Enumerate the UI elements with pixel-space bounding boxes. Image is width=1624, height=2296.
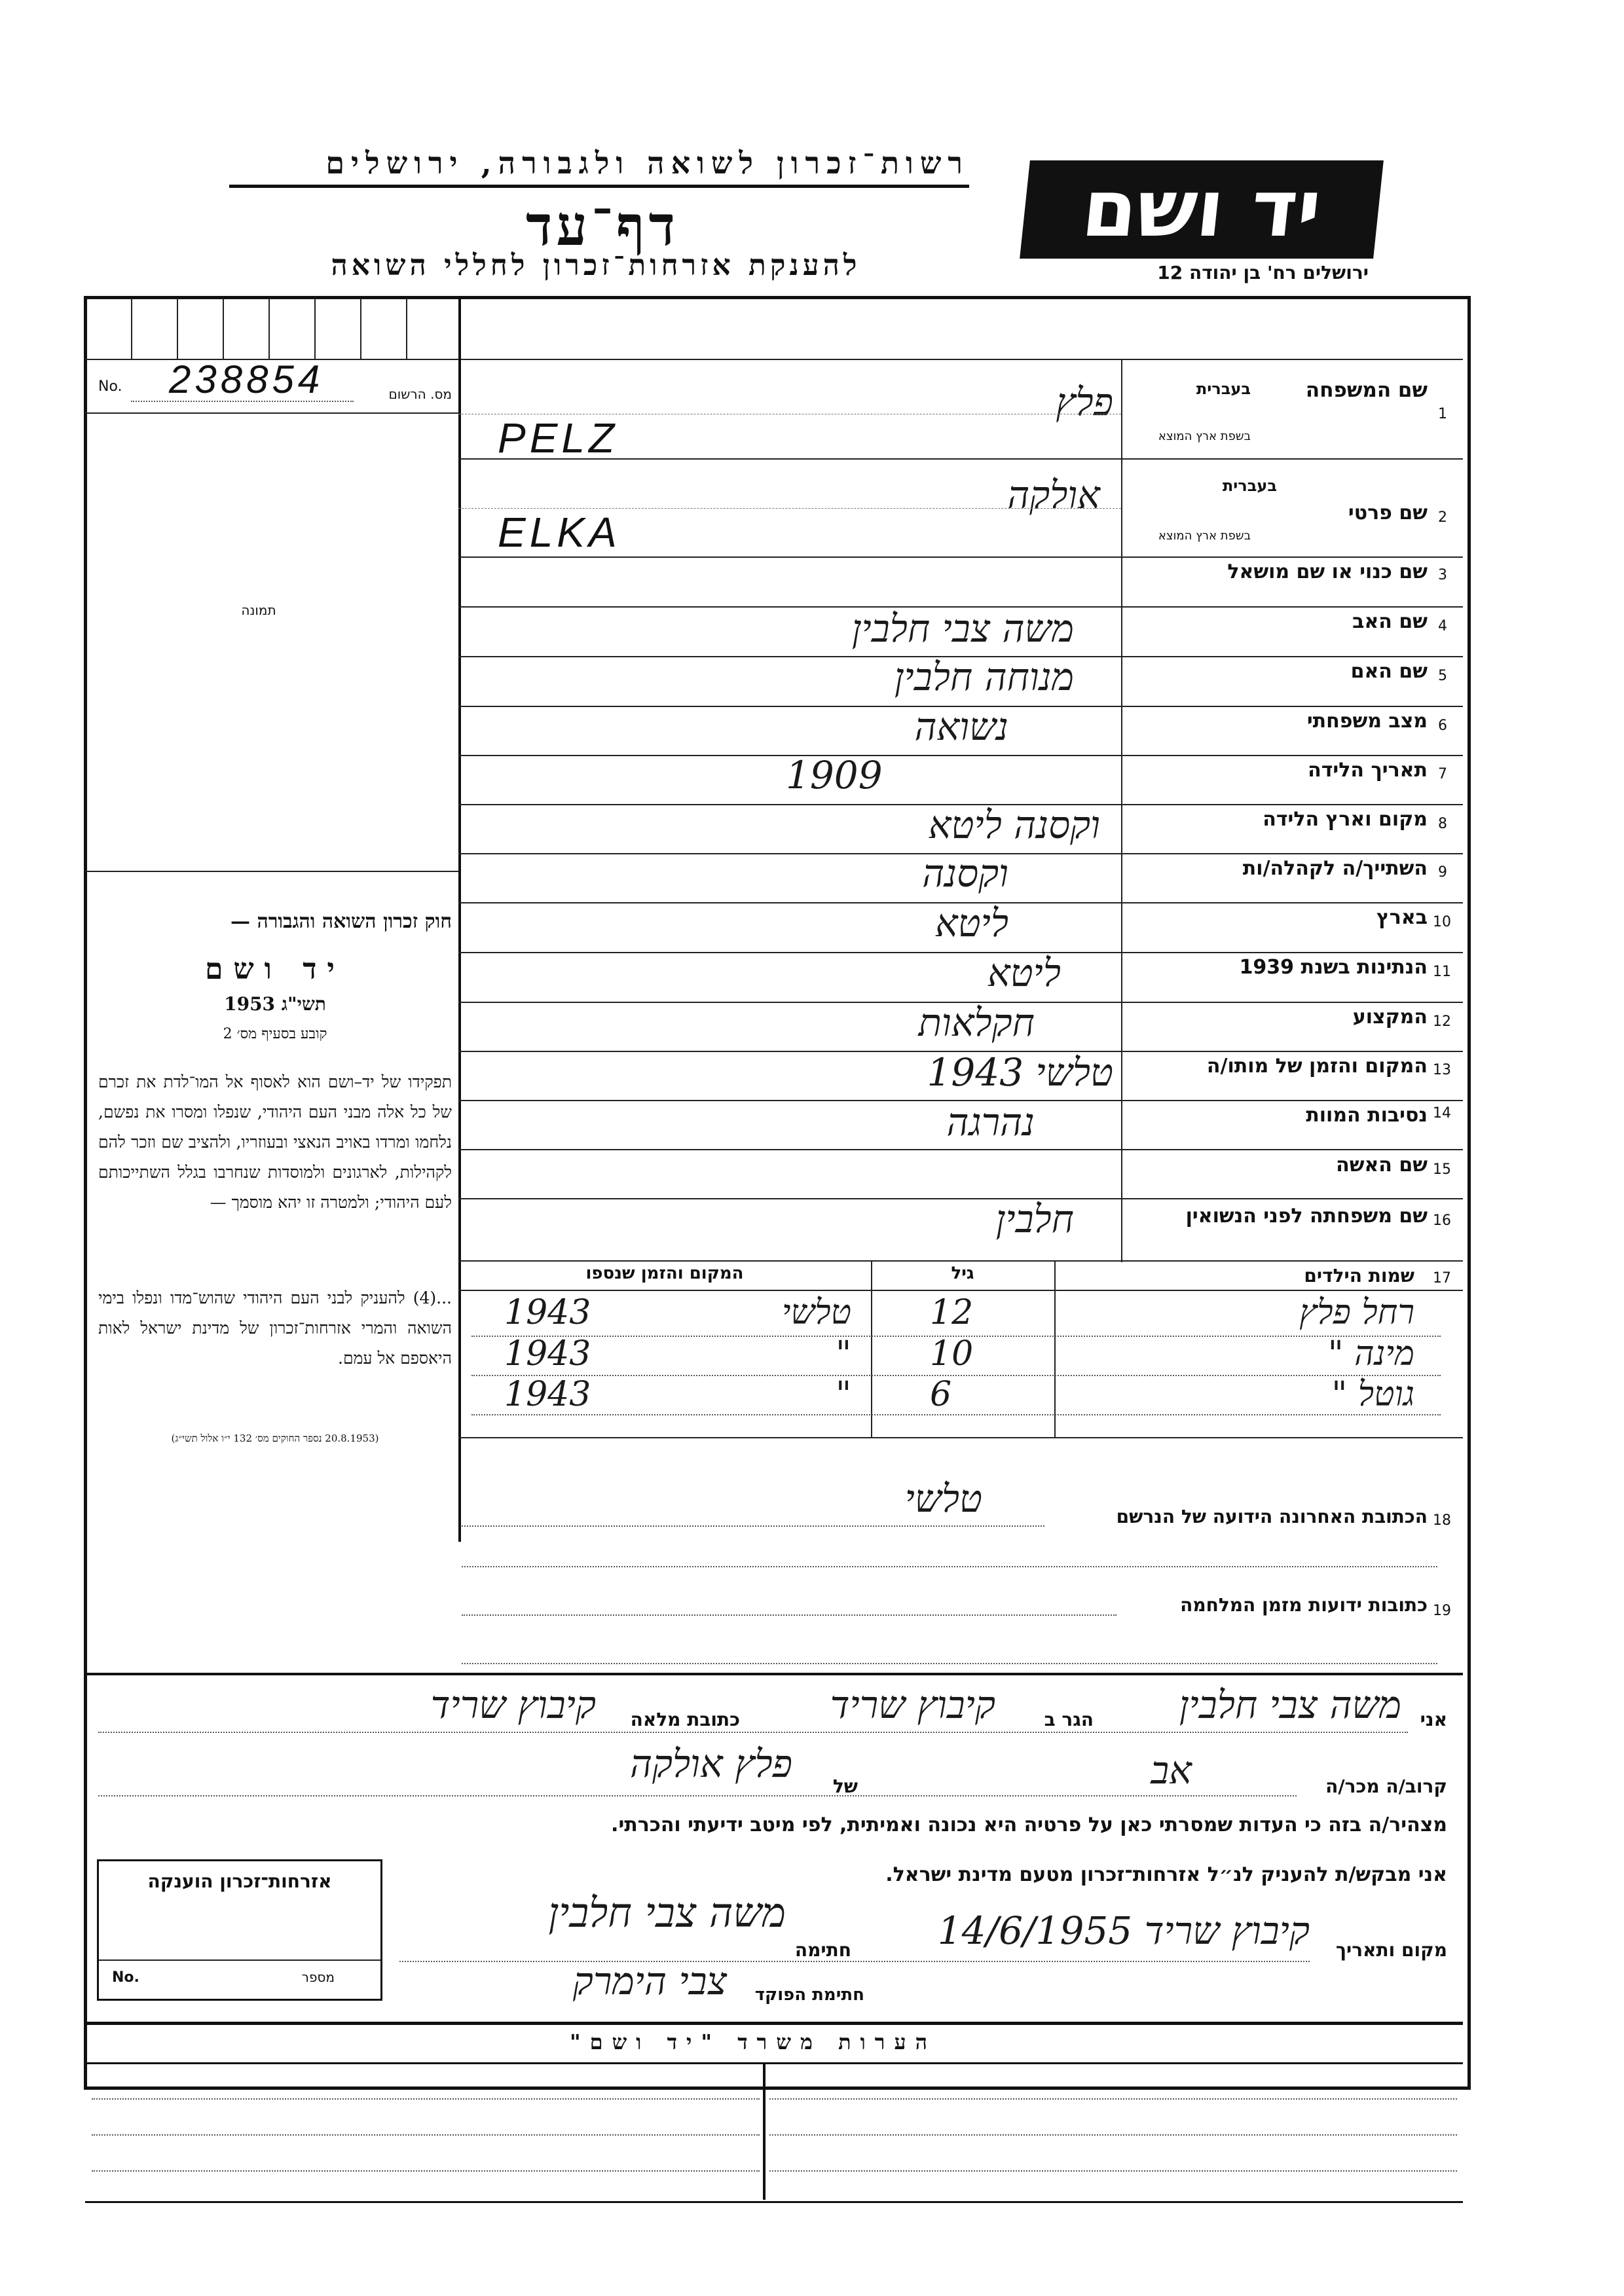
statement-request: אני מבקש/ת להעניק לנ״ל אזרחות־זכרון מטעם מדינת ישראל. [885,1863,1447,1886]
value-country: ליטא [934,901,1008,945]
label-of: של [832,1776,858,1797]
child-place: " [836,1334,851,1374]
form-title: דף־עד [525,193,679,258]
child-year: 1943 [504,1293,591,1332]
award-box [97,1859,382,2001]
label-marital-status: מצב משפחתי [1306,710,1428,733]
label-i: אני [1420,1709,1447,1730]
award-number-label: מספר [301,1969,335,1985]
authority-underline [229,185,969,188]
label-citizenship-1939: הנתינות בשנת 1939 [1239,956,1428,979]
value-birth-date: 1909 [786,753,883,797]
label-death-place-time: המקום והזמן של מותו/ה [1206,1055,1428,1078]
label-in-hebrew-2: בעברית [1222,477,1277,495]
label-birth-date: תאריך הלידה [1308,759,1428,782]
value-birth-place: וקסנה ליטא [928,803,1100,847]
value-mother: מנוחה חלבין [894,655,1074,699]
registration-number: 238854 [169,357,324,401]
label-family-name: שם המשפחה [1305,378,1428,402]
label-signature: חתימה [794,1939,851,1961]
child-name: מינה " [1327,1334,1414,1374]
law-title: חוק זכרון השואה והגבורה — [231,910,452,933]
label-wartime-addresses: כתובות ידועות מזמן המלחמה [1180,1594,1428,1616]
label-relative: קרוב/ה מכר/ה [1325,1776,1447,1797]
left-column-divider [458,298,461,1542]
value-family-latin: PELZ [498,414,619,462]
officer-signature: צבי הימרק [572,1959,727,2003]
award-no-label: No. [112,1969,139,1986]
declarant-name: משה צבי חלבין [1179,1683,1401,1727]
label-origin-lang-1: בשפת ארץ המוצא [1158,429,1251,443]
label-origin-lang-2: בשפת ארץ המוצא [1158,529,1251,543]
label-in-hebrew-1: בעברית [1196,380,1251,398]
registration-no-label: No. [98,378,122,395]
label-child-age: גיל [951,1264,974,1283]
child-age: 12 [930,1293,974,1332]
value-first-latin: ELKA [498,509,621,556]
child-age: 6 [930,1375,952,1414]
label-resides: הגר ב [1044,1709,1094,1730]
label-father: שם האב [1352,610,1428,633]
law-name: יד ושם [205,953,345,986]
label-death-circumstances: נסיבות המוות [1306,1104,1428,1127]
relation-of-name: פלץ אולקה [630,1741,792,1786]
declaration-top-line [85,1673,1463,1675]
value-last-address: טלשי [904,1476,982,1521]
label-column-divider [1121,359,1122,1262]
law-paragraph-2: ...(4) להעניק לבני העם היהודי שהוש־מדו ונפלו בימי השואה והמרי אזרחות־זכרון של מדינת ישראל לאות היאספם אל עמם. [98,1288,452,1368]
value-death-circumstances: נהרגה [946,1100,1035,1144]
registration-label: מס. הרשום [388,386,452,402]
child-name: גוטל " [1331,1375,1414,1414]
office-notes-divider [763,2062,766,2200]
declarant-full-address: קיבוץ שריד [430,1683,596,1727]
signature-value: משה צבי חלבין [548,1889,786,1937]
child-age: 10 [930,1334,974,1374]
statement-truth: מצהיר/ה בזה כי העדות שמסרתי כאן על פרטיה היא נכונה ואמיתית, לפי מיטב ידיעתי והכרתי. [611,1813,1447,1836]
photo-box-bottom [85,871,458,872]
law-year: תשי"ג 1953 [224,993,326,1015]
label-mother: שם האם [1350,660,1428,683]
form-subtitle: להענקת אזרחות־זכרון לחללי השואה [331,249,861,282]
photo-label: תמונה [241,602,276,618]
label-birth-place: מקום וארץ הלידה [1263,808,1428,831]
value-citizenship: ליטא [987,951,1061,995]
authority-title: רשות־זכרון לשואה ולגבורה, ירושלים [325,145,969,181]
value-maiden-name: חלבין [995,1197,1074,1241]
child-name: רחל פלץ [1299,1293,1414,1332]
label-community: השתייך/ה לקהלה/ות [1242,857,1428,880]
label-wife-name: שם האשה [1336,1154,1428,1176]
value-first-hebrew: אולקה [1007,473,1100,517]
label-nickname: שם כנוי או שם מושאל [1227,560,1428,583]
office-notes-title: הערות משרד "יד ושם" [569,2030,937,2054]
label-country: בארץ [1376,906,1428,929]
child-year: 1943 [504,1334,591,1374]
child-place: " [836,1375,851,1414]
child-year: 1943 [504,1375,591,1414]
label-officer-signature: חתימת הפוקד [754,1985,864,2005]
label-full-address: כתובת מלאה [630,1709,740,1730]
value-death-place-time: טלשי 1943 [927,1050,1113,1095]
law-paragraph-1: תפקידו של יד–ושם הוא לאסוף אל המו־לדת את זכרם של כל אלה מבני העם היהודי, שנפלו ומסרו את נפשם, נלחמו ומרדו באויב הנאצי ובעוזריו, ולהציב שם וזכר להם לקהילות, לארגונים ולמוסדות שנחרבו בגלל השתייכותם לעם היהודי; ולמטרה זו יהא מוסמך — [98,1072,452,1212]
label-last-address: הכתובת האחרונה הידועה של הנרשם [1116,1506,1428,1527]
label-children-names: שמות הילדים [1304,1265,1414,1286]
award-box-title: אזרחות־זכרון הוענקה [147,1870,332,1892]
relation-value: אב [1151,1748,1192,1793]
place-date-value: קיבוץ שריד 14/6/1955 [937,1908,1310,1953]
value-family-hebrew: פלץ [1056,380,1113,424]
yad-vashem-logo: יד ושם [1020,160,1384,259]
child-place: טלשי [781,1293,851,1332]
value-profession: חקלאות [918,1000,1035,1045]
label-profession: המקצוע [1352,1006,1428,1029]
value-marital-status: נשואה [914,704,1008,749]
address: ירושלים רח' בן יהודה 12 [1157,262,1369,283]
label-place-date: מקום ותאריך [1335,1939,1447,1961]
law-reference: (20.8.1953 נספר החוקים מס׳ 132 י״ו אלול תשי״ג) [171,1432,379,1444]
label-child-place-time: המקום והזמן שנספו [585,1264,744,1283]
law-clause: קובע בסעיף מס׳ 2 [223,1026,327,1042]
declarant-residence: קיבוץ שריד [830,1683,995,1727]
value-father: משה צבי חלבין [851,606,1074,651]
label-first-name: שם פרטי [1348,501,1428,524]
label-maiden-name: שם משפחתה לפני הנשואין [1185,1205,1428,1228]
value-community: וקסנה [922,851,1008,896]
